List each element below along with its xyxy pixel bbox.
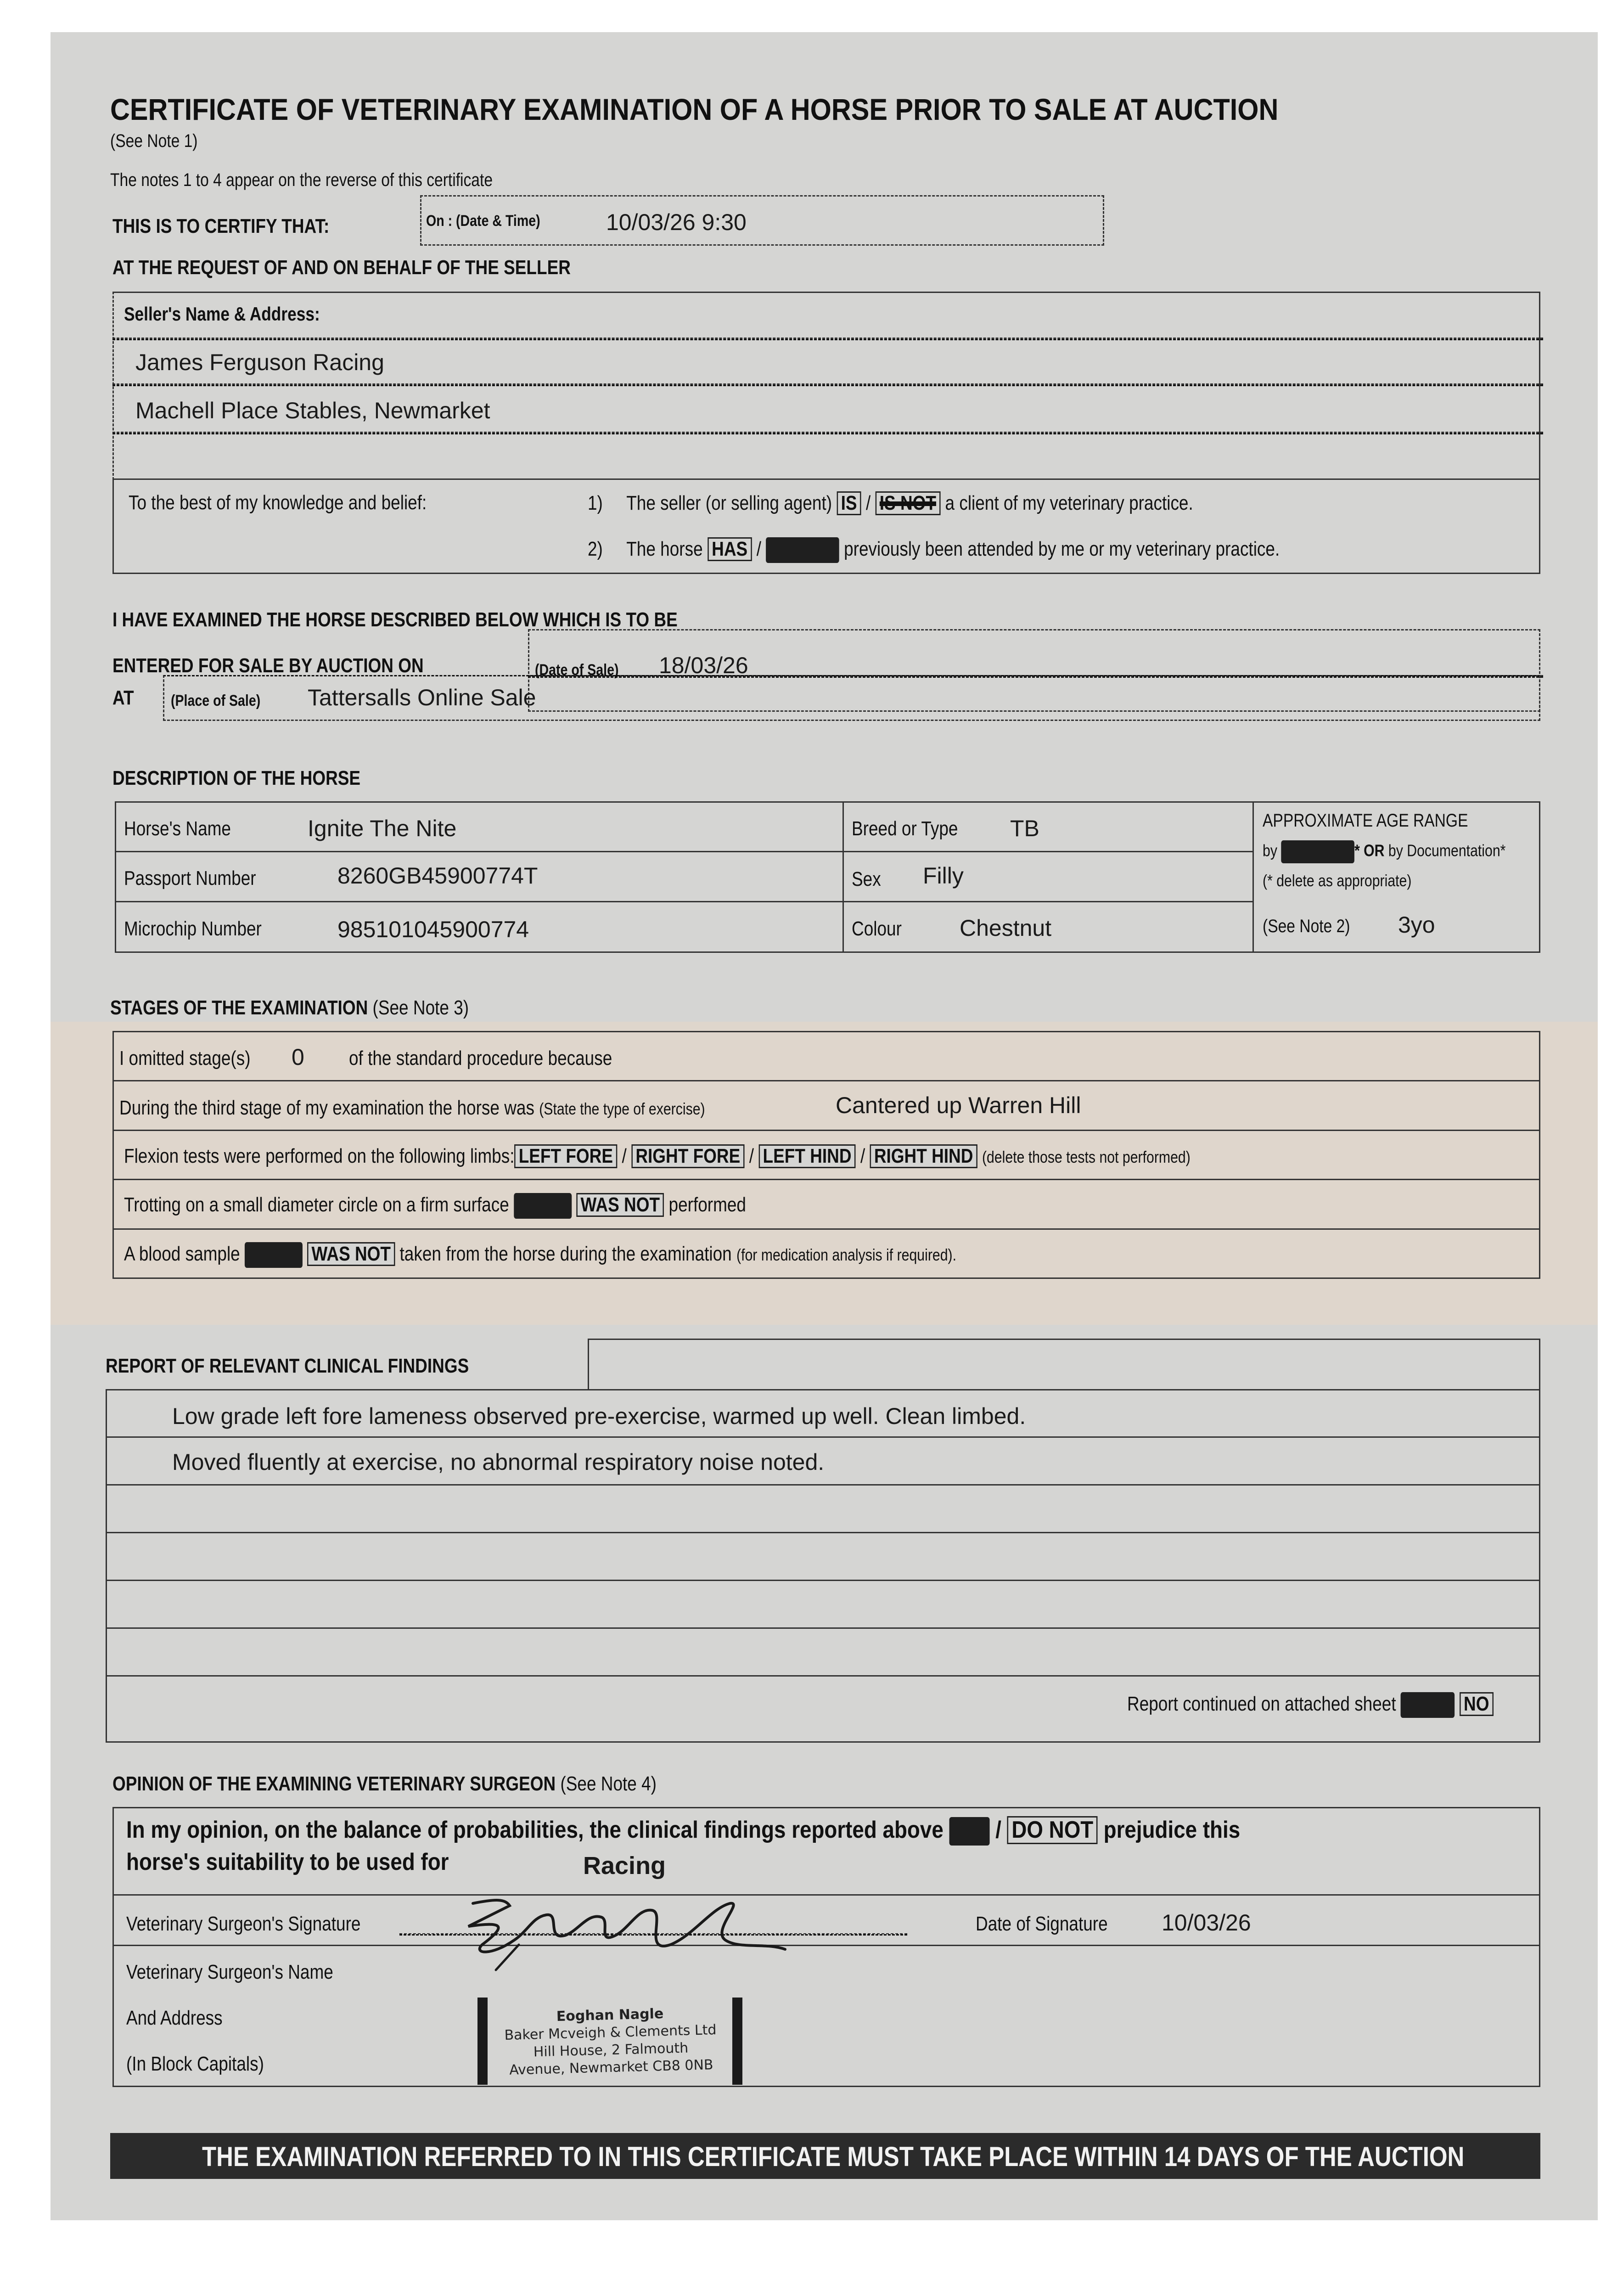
finding-line-2[interactable]: Moved fluently at exercise, no abnormal respiratory noise noted. <box>172 1449 825 1475</box>
omitted-stages[interactable]: 0 <box>292 1044 304 1070</box>
notes-line: The notes 1 to 4 appear on the reverse of this certificate <box>110 170 493 190</box>
block-capitals-label: (In Block Capitals) <box>126 2053 264 2075</box>
findings-box <box>106 1389 1540 1743</box>
flexion-left-hind[interactable]: LEFT HIND <box>758 1144 855 1168</box>
age-delete-note: (* delete as appropriate) <box>1263 871 1412 890</box>
has-option[interactable]: HAS <box>708 537 752 561</box>
continued-no-option[interactable]: NO <box>1460 1692 1494 1716</box>
redaction <box>766 537 839 563</box>
surgeon-name-label: Veterinary Surgeon's Name <box>126 1961 333 1983</box>
see-note-1: (See Note 1) <box>110 131 198 151</box>
stamp-address-1: Hill House, 2 Falmouth <box>533 2040 689 2060</box>
third-stage-label: During the third stage of my examination the horse was (State the type of exercise) <box>119 1097 705 1119</box>
age-heading: APPROXIMATE AGE RANGE <box>1263 810 1468 831</box>
belief-label: To the best of my knowledge and belief: <box>129 491 427 514</box>
colour-label: Colour <box>852 917 902 940</box>
third-stage-exercise[interactable]: Cantered up Warren Hill <box>836 1092 1081 1118</box>
continued-row: Report continued on attached sheet NO <box>1127 1692 1563 1718</box>
microchip-label: Microchip Number <box>124 917 262 940</box>
flexion-right-hind[interactable]: RIGHT HIND <box>870 1144 977 1168</box>
sale-place[interactable]: Tattersalls Online Sale <box>308 685 536 710</box>
trot-was-not-option[interactable]: WAS NOT <box>576 1193 664 1217</box>
redaction <box>1401 1692 1455 1718</box>
stages-heading: STAGES OF THE EXAMINATION (See Note 3) <box>110 996 469 1019</box>
at-label: AT <box>112 687 134 709</box>
signature-label: Veterinary Surgeon's Signature <box>126 1913 361 1935</box>
certificate-sheet <box>51 32 1598 2220</box>
belief-item1: 1) The seller (or selling agent) IS / IS NOT a client of my veterinary practice. <box>588 491 1309 515</box>
do-not-option[interactable]: DO NOT <box>1007 1816 1098 1844</box>
description-heading: DESCRIPTION OF THE HORSE <box>112 767 361 789</box>
breed-label: Breed or Type <box>852 817 958 840</box>
horse-name-label: Horse's Name <box>124 817 231 840</box>
redaction <box>1281 840 1354 863</box>
stamp-vet-name: Eoghan Nagle <box>556 2005 664 2025</box>
opinion-heading: OPINION OF THE EXAMINING VETERINARY SURGEON (See Note 4) <box>112 1773 657 1795</box>
finding-line-1[interactable]: Low grade left fore lameness observed pre-exercise, warmed up well. Clean limbed. <box>172 1403 1026 1429</box>
approximate-age[interactable]: 3yo <box>1398 912 1435 938</box>
exam-datetime: 10/03/26 9:30 <box>606 209 747 235</box>
passport-number[interactable]: 8260GB45900774T <box>337 863 538 889</box>
trotting-row: Trotting on a small diameter circle on a firm surface WAS NOT performed <box>124 1193 865 1219</box>
seller-label: Seller's Name & Address: <box>124 303 320 325</box>
horse-name[interactable]: Ignite The Nite <box>308 816 457 841</box>
age-by-line: by * OR by Documentation* <box>1263 840 1552 863</box>
passport-label: Passport Number <box>124 867 256 889</box>
on-date-time-label: On : (Date & Time) <box>426 212 540 230</box>
flexion-left-fore[interactable]: LEFT FORE <box>514 1144 617 1168</box>
belief-item2: 2) The horse HAS / previously been attended by me or my veterinary practice. <box>588 537 1411 563</box>
sex[interactable]: Filly <box>923 863 964 889</box>
stamp-practice: Baker Mcveigh & Clements Ltd <box>504 2021 717 2044</box>
sex-label: Sex <box>852 868 881 890</box>
breed[interactable]: TB <box>1010 816 1039 841</box>
footer-text: THE EXAMINATION REFERRED TO IN THIS CERTIFICATE MUST TAKE PLACE WITHIN 14 DAYS OF THE AUCTION <box>202 2141 1465 2172</box>
stamp-address-2: Avenue, Newmarket CB8 0NB <box>509 2057 713 2078</box>
seller-name[interactable]: James Ferguson Racing <box>135 349 384 375</box>
flexion-row: Flexion tests were performed on the following limbs: LEFT FORE / RIGHT FORE / LEFT HIND / RIGHT HIND (delete those tests not performed) <box>124 1144 1393 1168</box>
redaction <box>949 1817 989 1846</box>
blood-row: A blood sample WAS NOT taken from the horse during the examination (for medication analysis if required). <box>124 1242 1115 1268</box>
examined-line2: ENTERED FOR SALE BY AUCTION ON <box>112 654 424 677</box>
request-label: AT THE REQUEST OF AND ON BEHALF OF THE SELLER <box>112 256 571 279</box>
blood-was-not-option[interactable]: WAS NOT <box>307 1242 395 1266</box>
omitted-row: I omitted stage(s) <box>119 1047 251 1069</box>
intended-use[interactable]: Racing <box>583 1852 666 1880</box>
microchip-number[interactable]: 985101045900774 <box>337 917 529 942</box>
examined-line1: I HAVE EXAMINED THE HORSE DESCRIBED BELOW WHICH IS TO BE <box>112 608 678 631</box>
opinion-text-line2: horse's suitability to be used for <box>126 1849 449 1875</box>
date-of-signature[interactable]: 10/03/26 <box>1162 1910 1251 1936</box>
colour[interactable]: Chestnut <box>960 915 1052 941</box>
date-of-signature-label: Date of Signature <box>976 1913 1108 1935</box>
omitted-tail: of the standard procedure because <box>349 1047 612 1069</box>
is-not-option[interactable]: IS NOT <box>876 491 941 515</box>
signature-mark <box>455 1890 817 1972</box>
age-see-note: (See Note 2) <box>1263 916 1350 936</box>
address-label: And Address <box>126 2007 223 2029</box>
opinion-text-line1: In my opinion, on the balance of probabilities, the clinical findings reported above / DO NOT prejudice this <box>126 1816 1392 1846</box>
certificate-title: CERTIFICATE OF VETERINARY EXAMINATION OF A HORSE PRIOR TO SALE AT AUCTION <box>110 92 1279 126</box>
flexion-right-fore[interactable]: RIGHT FORE <box>631 1144 744 1168</box>
date-of-sale-label: (Date of Sale) <box>535 661 619 679</box>
certify-label: THIS IS TO CERTIFY THAT: <box>112 215 330 237</box>
place-of-sale-label: (Place of Sale) <box>171 692 261 709</box>
redaction <box>514 1193 572 1219</box>
findings-heading-box <box>588 1339 1540 1389</box>
seller-address[interactable]: Machell Place Stables, Newmarket <box>135 398 490 423</box>
redaction <box>245 1242 303 1268</box>
sale-date[interactable]: 18/03/26 <box>659 653 748 678</box>
findings-heading: REPORT OF RELEVANT CLINICAL FINDINGS <box>106 1355 469 1377</box>
vet-stamp <box>477 1998 762 2085</box>
is-option[interactable]: IS <box>837 491 861 515</box>
